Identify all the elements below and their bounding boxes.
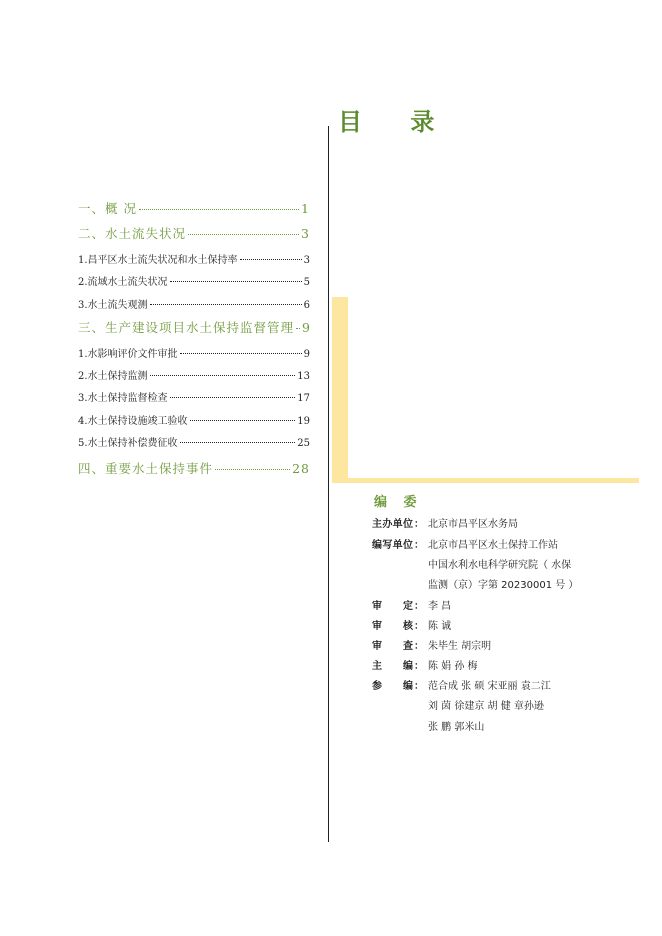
toc-entry[interactable] [78, 318, 310, 336]
credit-label: 参 编： [372, 681, 424, 692]
toc-leader-dots [180, 442, 296, 443]
credit-value: 张 鹏 郭米山 [428, 722, 485, 733]
toc-entry-label: 一、概 况 [78, 201, 137, 216]
toc-entry-label: 2.水土保持监测 [78, 371, 148, 382]
toc-page-number: 3 [303, 255, 310, 266]
toc-entry-label: 2.流域水土流失状况 [78, 277, 168, 288]
toc-leader-dots [150, 375, 296, 376]
toc-entry-label: 5.水土保持补偿费征收 [78, 438, 178, 449]
toc-entry[interactable] [78, 296, 310, 311]
toc-page-number: 9 [303, 349, 310, 360]
credit-label: 审 定： [372, 601, 424, 612]
credit-value: 中国水利水电科学研究院（ 水保 [428, 560, 572, 571]
credit-value: 李 昌 [428, 601, 452, 612]
toc-page-number: 25 [297, 438, 310, 449]
toc-leader-dots [190, 420, 296, 421]
toc-entry-label: 4.水土保持设施竣工验收 [78, 416, 188, 427]
toc-leader-dots [180, 353, 302, 354]
credit-value: 监测（京）字第 20230001 号 ） [428, 580, 579, 591]
credit-label: 主 编： [372, 661, 424, 672]
credit-value: 陈 诚 [428, 621, 452, 632]
credit-value: 范合成 张 硕 宋亚丽 袁二江 [428, 681, 551, 692]
toc-page-number: 6 [303, 300, 310, 311]
toc-entry-label: 二、水土流失状况 [78, 226, 187, 241]
toc-leader-dots [188, 234, 299, 235]
credit-value: 刘 茵 徐建京 胡 健 章孙逊 [428, 701, 544, 712]
toc-entry-label: 3.水土保持监督检查 [78, 393, 168, 404]
toc-page-number: 19 [297, 416, 310, 427]
toc-page-number: 3 [301, 226, 310, 241]
toc-entry[interactable] [78, 412, 310, 427]
credit-value: 北京市昌平区水务局 [428, 519, 518, 530]
credit-value: 北京市昌平区水土保持工作站 [428, 540, 558, 551]
toc-entry[interactable] [78, 389, 310, 404]
toc-entry-label: 四、重要水土保持事件 [78, 461, 214, 476]
toc-page-number: 5 [303, 277, 310, 288]
toc-entry[interactable] [78, 224, 310, 242]
toc-leader-dots [215, 469, 290, 470]
toc-page-number: 1 [301, 201, 310, 216]
page-title: 目 录 [338, 108, 455, 136]
credit-value: 朱毕生 胡宗明 [428, 641, 492, 652]
toc-leader-dots [296, 328, 300, 329]
credit-label: 编 写 单 位： [372, 540, 424, 551]
toc-entry-label: 三、生产建设项目水土保持监督管理 [78, 320, 295, 335]
credit-label: 主 办 单 位： [372, 519, 424, 530]
toc-entry[interactable] [78, 273, 310, 288]
vertical-divider [328, 126, 329, 842]
credit-value: 陈 娟 孙 梅 [428, 661, 478, 672]
toc-entry[interactable] [78, 199, 310, 217]
toc-entry[interactable] [78, 251, 310, 266]
toc-entry-label: 1.昌平区水土流失状况和水土保持率 [78, 255, 238, 266]
decorative-yellow-block [332, 297, 348, 483]
toc-leader-dots [170, 281, 302, 282]
credits-heading: 编 委 [374, 495, 423, 510]
toc-page-number: 9 [302, 320, 311, 335]
toc-page-number: 13 [297, 371, 310, 382]
toc-page-number: 28 [292, 461, 310, 476]
toc-entry[interactable] [78, 434, 310, 449]
toc-leader-dots [139, 209, 299, 210]
toc-leader-dots [240, 259, 302, 260]
toc-entry-label: 3.水土流失观测 [78, 300, 148, 311]
toc-leader-dots [150, 304, 302, 305]
toc-entry[interactable] [78, 345, 310, 360]
toc-entry[interactable] [78, 459, 310, 477]
toc-page-number: 17 [297, 393, 310, 404]
toc-entry-label: 1.水影响评价文件审批 [78, 349, 178, 360]
toc-leader-dots [170, 397, 296, 398]
credit-label: 审 核： [372, 621, 424, 632]
toc-entry[interactable] [78, 367, 310, 382]
credit-label: 审 查： [372, 641, 424, 652]
decorative-yellow-bar [348, 478, 639, 483]
